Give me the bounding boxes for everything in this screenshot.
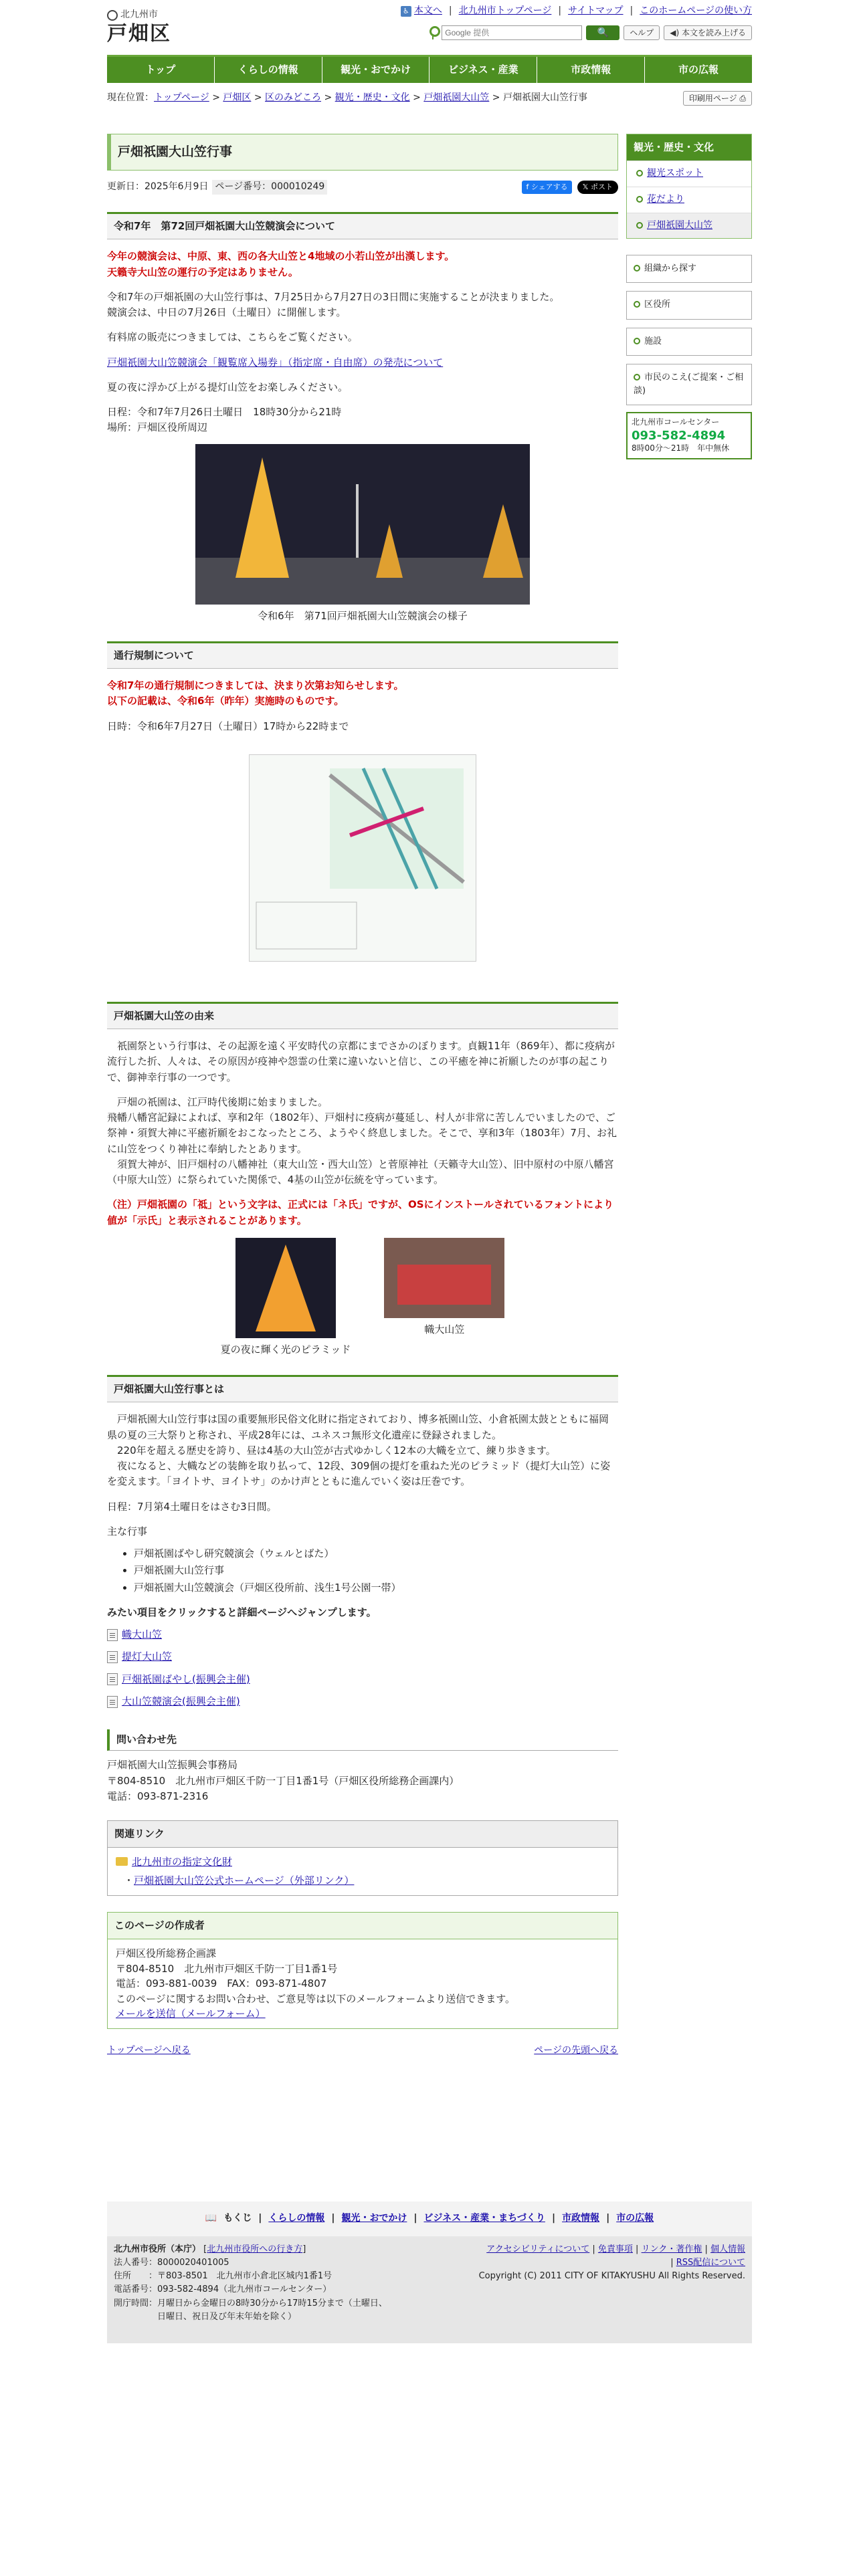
skip-to-content-link[interactable]: ♿ 本文へ bbox=[401, 4, 442, 19]
updated-date: 更新日：2025年6月9日 bbox=[107, 181, 209, 193]
text: 夏の夜に浮かび上がる提灯山笠をお楽しみください。 bbox=[107, 381, 349, 393]
separator: | bbox=[448, 5, 452, 16]
back-to-top-page-link[interactable]: トップページへ戻る bbox=[107, 2044, 191, 2056]
section-heading: 令和7年 第72回戸畑祇園大山笠競演会について bbox=[107, 212, 618, 239]
font-note: （注）戸畑祇園の「祗」という文字は、正式には「ネ氏」ですが、OSにインストールされているフォントにより値が「示氏」と表示されることがあります。 bbox=[107, 1198, 614, 1226]
footer-link[interactable]: アクセシビリティについて bbox=[486, 2244, 590, 2254]
photo-caption: 幟大山笠 bbox=[424, 1323, 465, 1335]
lantern-pyramid-illustration bbox=[235, 1238, 336, 1338]
notice-text: 今年の競演会は、中原、東、西の各大山笠と4地域の小若山笠が出漢します。 天籟寺大山笠の運行の予定はありません。 bbox=[107, 250, 455, 278]
nav-life[interactable]: くらしの情報 bbox=[215, 57, 322, 83]
festival-night-photo bbox=[195, 444, 530, 605]
call-center-banner[interactable]: 北九州市コールセンター 093-582-4894 8時00分〜21時 年中無休 bbox=[626, 412, 752, 459]
read-aloud-button[interactable]: ◀) 本文を読み上げる bbox=[664, 25, 752, 40]
ward-office-card[interactable]: 区役所 bbox=[626, 291, 752, 319]
footer-link[interactable]: 個人情報 bbox=[710, 2244, 745, 2254]
list-item: • 戸畑祇園ばやし研究競演会（ウェルとばた） bbox=[134, 1546, 618, 1562]
doc-link[interactable]: 大山笠競演会(振興会主催) bbox=[107, 1694, 618, 1709]
rss-link[interactable]: RSS配信について bbox=[676, 2258, 745, 2268]
page-id: ページ番号：000010249 bbox=[212, 180, 327, 195]
text: 有料席の販売につきましては、こちらをご覧ください。 bbox=[107, 331, 358, 344]
city-emblem-icon bbox=[107, 10, 118, 21]
related-heading: 関連リンク bbox=[108, 1821, 617, 1848]
x-post-button[interactable]: 𝕏 ポスト bbox=[577, 181, 618, 194]
crumb-gion[interactable]: 戸畑祇園大山笠 bbox=[423, 92, 490, 103]
text: 日程：7月第4土曜日をはさむ3日間。 bbox=[107, 1500, 277, 1513]
traffic-map bbox=[249, 754, 476, 962]
mail-form-link[interactable]: メールを送信（メールフォーム） bbox=[116, 2008, 266, 2020]
related-link[interactable]: 北九州市の指定文化財 bbox=[132, 1856, 233, 1868]
folder-icon bbox=[116, 1857, 128, 1866]
nav-city-info[interactable]: 市政情報 bbox=[537, 57, 645, 83]
text: 主な行事 bbox=[107, 1525, 148, 1537]
help-button[interactable]: ヘルプ bbox=[624, 25, 660, 40]
section-heading: 戸畑祇園大山笠の由来 bbox=[107, 1002, 618, 1029]
crumb-top[interactable]: トップページ bbox=[154, 92, 209, 103]
bullet-icon bbox=[634, 301, 640, 308]
nav-tourism[interactable]: 観光・おでかけ bbox=[322, 57, 430, 83]
banner-float-illustration bbox=[384, 1238, 504, 1318]
document-icon bbox=[107, 1651, 118, 1663]
road-map-illustration bbox=[250, 755, 477, 962]
text: みたい項目をクリックすると詳細ページへジャンプします。 bbox=[107, 1606, 377, 1618]
lantern-pyramid-photo bbox=[235, 1238, 336, 1338]
search-bar bbox=[428, 25, 752, 40]
bullet-icon bbox=[636, 222, 643, 229]
search-input[interactable] bbox=[442, 25, 582, 40]
doc-link[interactable]: 幟大山笠 bbox=[107, 1627, 618, 1642]
text: 日時：令和6年7月27日（土曜日）17時から22時まで bbox=[107, 720, 349, 732]
page-author: このページの作成者 戸畑区役所総務企画課 〒804-8510 北九州市戸畑区千防一丁目1番1号 電話：093-881-0039 FAX：093-871-4807 このページに関するお問い合わせ、ご意見等は以下のメールフォームより送信できます。 メールを送信（メールフォーム） bbox=[107, 1912, 618, 2029]
global-nav bbox=[107, 55, 752, 83]
city-top-link[interactable]: 北九州市トップページ bbox=[458, 5, 552, 16]
city-name: 北九州市 bbox=[120, 9, 158, 20]
list-item: • 戸畑祇園大山笠競演会（戸畑区役所前、浅生1号公園一帯） bbox=[134, 1580, 618, 1596]
schedule-text: 日程：令和7年7月26日土曜日 18時30分から21時 場所：戸畑区役所周辺 bbox=[107, 406, 342, 434]
crumb-ward[interactable]: 戸畑区 bbox=[223, 92, 252, 103]
footer-nav-link[interactable]: 市政情報 bbox=[562, 2213, 600, 2224]
bullet-icon bbox=[634, 338, 640, 344]
text: 戸畑祇園大山笠行事は国の重要無形民俗文化財に指定されており、博多祇園山笠、小倉祇園太鼓とともに福岡県の夏の三大祭りと称され、平成28年には、ユネスコ無形文化遺産に登録されました。 220年を超える歴史を誇り、昼は4基の大山笠が古式ゆかしく12本の大幟を立て、練り歩きます。 夜になると、大幟などの装飾を取り払って、12段、309個の提灯を重ねた光のピラミッド（提灯大山笠）に姿を変えます。「ヨイトサ、ヨイトサ」のかけ声とともに進んでいく姿は圧巻です。 bbox=[107, 1413, 611, 1488]
site-logo[interactable] bbox=[107, 8, 171, 45]
photo-caption: 令和6年 第71回戸畑祇園大山笠競演会の様子 bbox=[258, 609, 468, 622]
footer-nav-link[interactable]: ビジネス・産業・まちづくり bbox=[423, 2213, 545, 2224]
header bbox=[107, 0, 752, 55]
document-icon bbox=[107, 1696, 118, 1708]
section-heading: 通行規制について bbox=[107, 641, 618, 669]
search-pin-icon bbox=[428, 26, 438, 39]
related-links: 関連リンク 北九州市の指定文化財 ・戸畑祇園大山笠公式ホームページ（外部リンク） bbox=[107, 1820, 618, 1896]
footer: 北九州市役所（本庁） [北九州市役所への行き方] 法人番号：8000020401005 住所 ：〒803-8501 北九州市小倉北区城内1番1号 電話番号：093-582-4894（北九州市コールセンター） 開庁時間：月曜日から金曜日の8時30分から17時15分まで（土曜日、 日曜日、祝日及び年末年始を除く） アクセシビリティについて | 免責事項 | リンク・著作権 | 個人情報 | RSS配信について Copyright (C) 2011 CITY OF KITAKYUSHU All Rights Reserved. bbox=[107, 2236, 752, 2343]
photo-caption: 夏の夜に輝く光のピラミッド bbox=[220, 1343, 351, 1356]
top-links bbox=[401, 4, 752, 19]
separator: | bbox=[558, 5, 562, 16]
bullet-icon bbox=[636, 196, 643, 203]
list-item: • 戸畑祇園大山笠行事 bbox=[134, 1563, 618, 1578]
main-content bbox=[107, 134, 618, 2058]
back-to-page-top-link[interactable]: ページの先頭へ戻る bbox=[534, 2044, 618, 2056]
banner-float-photo bbox=[384, 1238, 504, 1318]
search-button[interactable]: 🔍 bbox=[586, 25, 619, 40]
contact-info: 戸畑祇園大山笠振興会事務局 〒804-8510 北九州市戸畑区千防一丁目1番1号（戸畑区役所総務企画課内） 電話：093-871-2316 bbox=[107, 1759, 460, 1802]
ward-name: 戸畑区 bbox=[107, 21, 171, 45]
facilities-card[interactable]: 施設 bbox=[626, 328, 752, 356]
facebook-share-button[interactable]: f シェアする bbox=[522, 181, 571, 194]
org-search-card[interactable]: 組織から探す bbox=[626, 255, 752, 283]
accessibility-icon: ♿ bbox=[401, 6, 411, 17]
event-list bbox=[134, 1546, 618, 1596]
related-link[interactable]: 戸畑祇園大山笠公式ホームページ（外部リンク） bbox=[134, 1874, 355, 1887]
nav-top[interactable]: トップ bbox=[107, 57, 215, 83]
document-icon bbox=[107, 1629, 118, 1641]
doc-link[interactable]: 提灯大山笠 bbox=[107, 1649, 618, 1665]
doc-link[interactable]: 戸畑祇園ばやし(振興会主催) bbox=[107, 1672, 618, 1687]
section-heading: 戸畑祇園大山笠行事とは bbox=[107, 1375, 618, 1402]
sitemap-link[interactable]: サイトマップ bbox=[568, 5, 624, 16]
document-icon bbox=[107, 1673, 118, 1685]
footer-nav-link[interactable]: 市の広報 bbox=[616, 2213, 654, 2224]
text: 祇園祭という行事は、その起源を遠く平安時代の京都にまでさかのぼります。貞観11年（869年）、都に疫病が流行した折、人々は、その原因が疫神や怨霊の仕業に違いないと信じ、この平癒を神に祈願したのが事の起こりで、御神幸行事の一つです。 bbox=[107, 1040, 615, 1083]
howto-link[interactable]: このホームページの使い方 bbox=[640, 5, 752, 16]
sidebar-heading: 観光・歴史・文化 bbox=[627, 134, 751, 160]
crumb-sights[interactable]: 区のみどころ bbox=[265, 92, 322, 103]
footer-nav-link[interactable]: くらしの情報 bbox=[268, 2213, 325, 2224]
print-button[interactable]: 印刷用ページ ⎙ bbox=[683, 91, 752, 106]
contact-heading: 問い合わせ先 bbox=[107, 1729, 618, 1751]
copyright: Copyright (C) 2011 CITY OF KITAKYUSHU All Rights Reserved. bbox=[478, 2271, 745, 2282]
book-icon: 📖 bbox=[205, 2213, 217, 2224]
sidebar-item[interactable]: 花だより bbox=[627, 187, 751, 213]
bullet-icon bbox=[634, 374, 640, 381]
footer-link[interactable]: リンク・著作権 bbox=[641, 2244, 702, 2254]
bullet-icon bbox=[636, 170, 643, 177]
footer-nav-link[interactable]: 観光・おでかけ bbox=[341, 2213, 407, 2224]
text: 戸畑の祇園は、江戸時代後期に始まりました。 飛幡八幡宮記録によれば、享和2年（1802年）、戸畑村に疫病が蔓延し、村人が非常に苦しんでいましたので、ご祭神・須賀大神に平癒祈願をおこなったところ、ようやく終息しました。そこで、享和3年（1803年）7月、お礼に山笠をつくり神社に奉納したとあります。 須賀大神が、旧戸畑村の八幡神社（東大山笠・西大山笠）と菅原神社（天籟寺大山笠）、旧中原村の中原八幡宮（中原大山笠）に祭られていた関係で、4基の山笠が伝統を守っています。 bbox=[107, 1095, 617, 1186]
citizen-voice-card[interactable]: 市民のこえ(ご提案・ご相談) bbox=[626, 364, 752, 405]
bullet-icon bbox=[634, 265, 640, 272]
breadcrumb: 現在位置：トップページ > 戸畑区 > 区のみどころ > 観光・歴史・文化 > 戸畑祇園大山笠 > 戸畑祇園大山笠行事 印刷用ページ ⎙ bbox=[107, 91, 752, 106]
notice-text: 令和7年の通行規制につきましては、決まり次第お知らせします。 以下の記載は、令和6年（昨年）実施時のものです。 bbox=[107, 679, 404, 708]
ticket-link[interactable]: 戸畑祇園大山笠競演会「観覧席入場券」（指定席・自由席）の発売について bbox=[107, 356, 444, 368]
crumb-culture[interactable]: 観光・歴史・文化 bbox=[335, 92, 410, 103]
footer-nav: 📖 もくじ | くらしの情報 | 観光・おでかけ | ビジネス・産業・まちづくり | 市政情報 | 市の広報 bbox=[107, 2202, 752, 2236]
crumb-current: 戸畑祇園大山笠行事 bbox=[502, 92, 587, 103]
footer-link[interactable]: 免責事項 bbox=[597, 2244, 633, 2254]
author-heading: このページの作成者 bbox=[108, 1913, 617, 1939]
text: 令和7年の戸畑祇園の大山笠行事は、7月25日から7月27日の3日間に実施することが決まりました。 競演会は、中日の7月26日（土曜日）に開催します。 bbox=[107, 290, 560, 319]
sidebar bbox=[626, 134, 752, 459]
page-title: 戸畑祇園大山笠行事 bbox=[107, 134, 618, 171]
directions-link[interactable]: 北九州市役所への行き方 bbox=[207, 2244, 303, 2254]
sidebar-item-current[interactable]: 戸畑祇園大山笠 bbox=[627, 213, 751, 239]
separator: | bbox=[630, 5, 634, 16]
nav-business[interactable]: ビジネス・産業 bbox=[430, 57, 537, 83]
lantern-pyramid-illustration bbox=[195, 444, 530, 605]
sidebar-item[interactable]: 観光スポット bbox=[627, 160, 751, 187]
nav-pr[interactable]: 市の広報 bbox=[678, 64, 719, 76]
